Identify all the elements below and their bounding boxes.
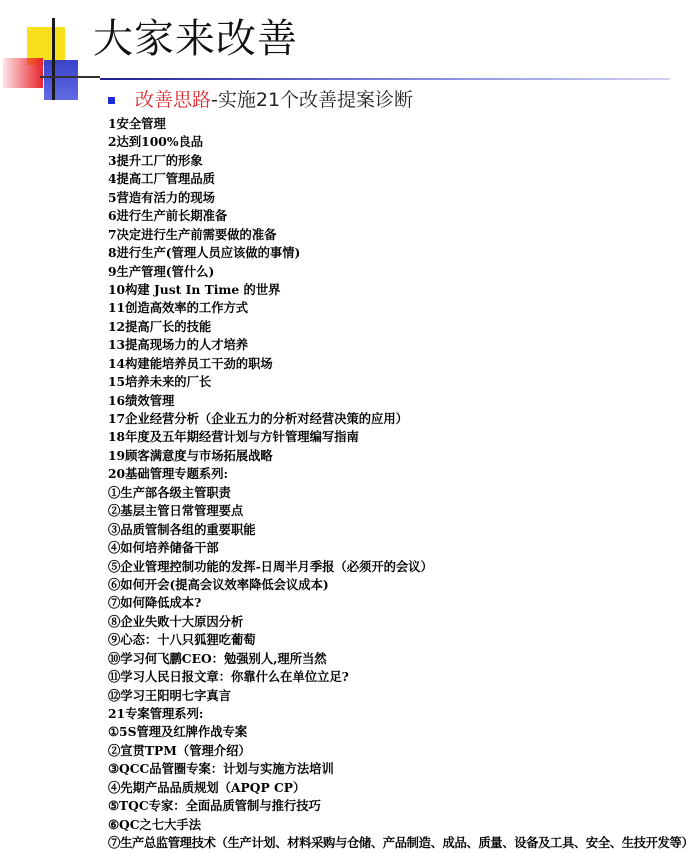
logo-horizontal-line bbox=[40, 76, 100, 78]
list-item: 9生产管理(管什么) bbox=[108, 263, 215, 279]
list-item: 6进行生产前长期准备 bbox=[108, 208, 228, 224]
list-item: ⑤TQC专家：全面品质管制与推行技巧 bbox=[108, 798, 321, 814]
list-item: 2达到100%良品 bbox=[108, 134, 204, 150]
list-item: 14构建能培养员工干劲的职场 bbox=[108, 355, 273, 371]
list-item: 19顾客满意度与市场拓展战略 bbox=[108, 447, 273, 463]
list-item: ④如何培养储备干部 bbox=[108, 540, 219, 556]
square-bullet-icon bbox=[108, 97, 115, 104]
list-item: ⑨心态：十八只狐狸吃葡萄 bbox=[108, 632, 256, 648]
list-item: 17企业经营分析（企业五力的分析对经营决策的应用） bbox=[108, 411, 408, 426]
list-item: ⑪学习人民日报文章：你靠什么在单位立足? bbox=[108, 669, 349, 685]
list-item: 3提升工厂的形象 bbox=[108, 152, 203, 168]
logo-vertical-line bbox=[52, 18, 55, 100]
list-item: ①生产部各级主管职责 bbox=[108, 484, 231, 500]
list-item: 7决定进行生产前需要做的准备 bbox=[108, 226, 277, 242]
subtitle-row bbox=[108, 86, 413, 114]
logo-decoration bbox=[0, 0, 100, 110]
list-item: 12提高厂长的技能 bbox=[108, 318, 212, 334]
list-item: 18年度及五年期经营计划与方针管理编写指南 bbox=[108, 429, 359, 445]
logo-blue-square bbox=[44, 60, 78, 100]
list-item: ⑤企业管理控制功能的发挥-日周半月季报（必须开的会议） bbox=[108, 558, 433, 574]
title-divider bbox=[100, 78, 670, 80]
list-item: ②基层主管日常管理要点 bbox=[108, 503, 244, 519]
page-title: 大家来改善 bbox=[93, 16, 298, 62]
list-item: 4提高工厂管理品质 bbox=[108, 171, 215, 187]
list-item: ⑩学习何飞鹏CEO：勉强别人,理所当然 bbox=[108, 650, 327, 666]
list-item: 8进行生产(管理人员应该做的事情) bbox=[108, 245, 301, 261]
list-item: 10构建 Just In Time 的世界 bbox=[108, 281, 281, 297]
list-item: ⑥QC之七大手法 bbox=[108, 816, 202, 832]
list-item: 13提高现场力的人才培养 bbox=[108, 337, 249, 353]
list-item: 20基础管理专题系列: bbox=[108, 466, 229, 482]
list-item: ⑧企业失败十大原因分析 bbox=[108, 613, 244, 629]
list-item: ⑥如何开会(提高会议效率降低会议成本) bbox=[108, 576, 329, 592]
list-item: ④先期产品品质规划（APQP CP） bbox=[108, 779, 306, 795]
list-item: 16绩效管理 bbox=[108, 392, 175, 408]
list-item: ⑫学习王阳明七字真言 bbox=[108, 687, 231, 703]
list-item: 5营造有活力的现场 bbox=[108, 189, 215, 205]
subtitle bbox=[135, 87, 413, 113]
list-item: 15培养未来的厂长 bbox=[108, 374, 212, 390]
logo-red-square bbox=[3, 58, 43, 88]
improvement-list bbox=[108, 115, 698, 853]
list-item: 11创造高效率的工作方式 bbox=[108, 300, 249, 316]
list-item: ⑦生产总监管理技术（生产计划、材料采购与仓储、产品制造、成品、质量、设备及工具、安全、生技开发等） bbox=[108, 835, 694, 851]
list-item: 1安全管理 bbox=[108, 116, 166, 131]
list-item: ③QCC品管圈专案：计划与实施方法培训 bbox=[108, 761, 334, 777]
list-item: ②宣贯TPM（管理介绍） bbox=[108, 742, 251, 758]
subtitle-rest: -实施21个改善提案诊断 bbox=[211, 89, 414, 111]
list-item: ⑦如何降低成本? bbox=[108, 595, 202, 611]
subtitle-accent: 改善思路 bbox=[135, 89, 212, 111]
list-item: ①5S管理及红牌作战专案 bbox=[108, 724, 248, 740]
list-item: ③品质管制各组的重要职能 bbox=[108, 521, 256, 537]
list-item: 21专案管理系列: bbox=[108, 706, 204, 721]
